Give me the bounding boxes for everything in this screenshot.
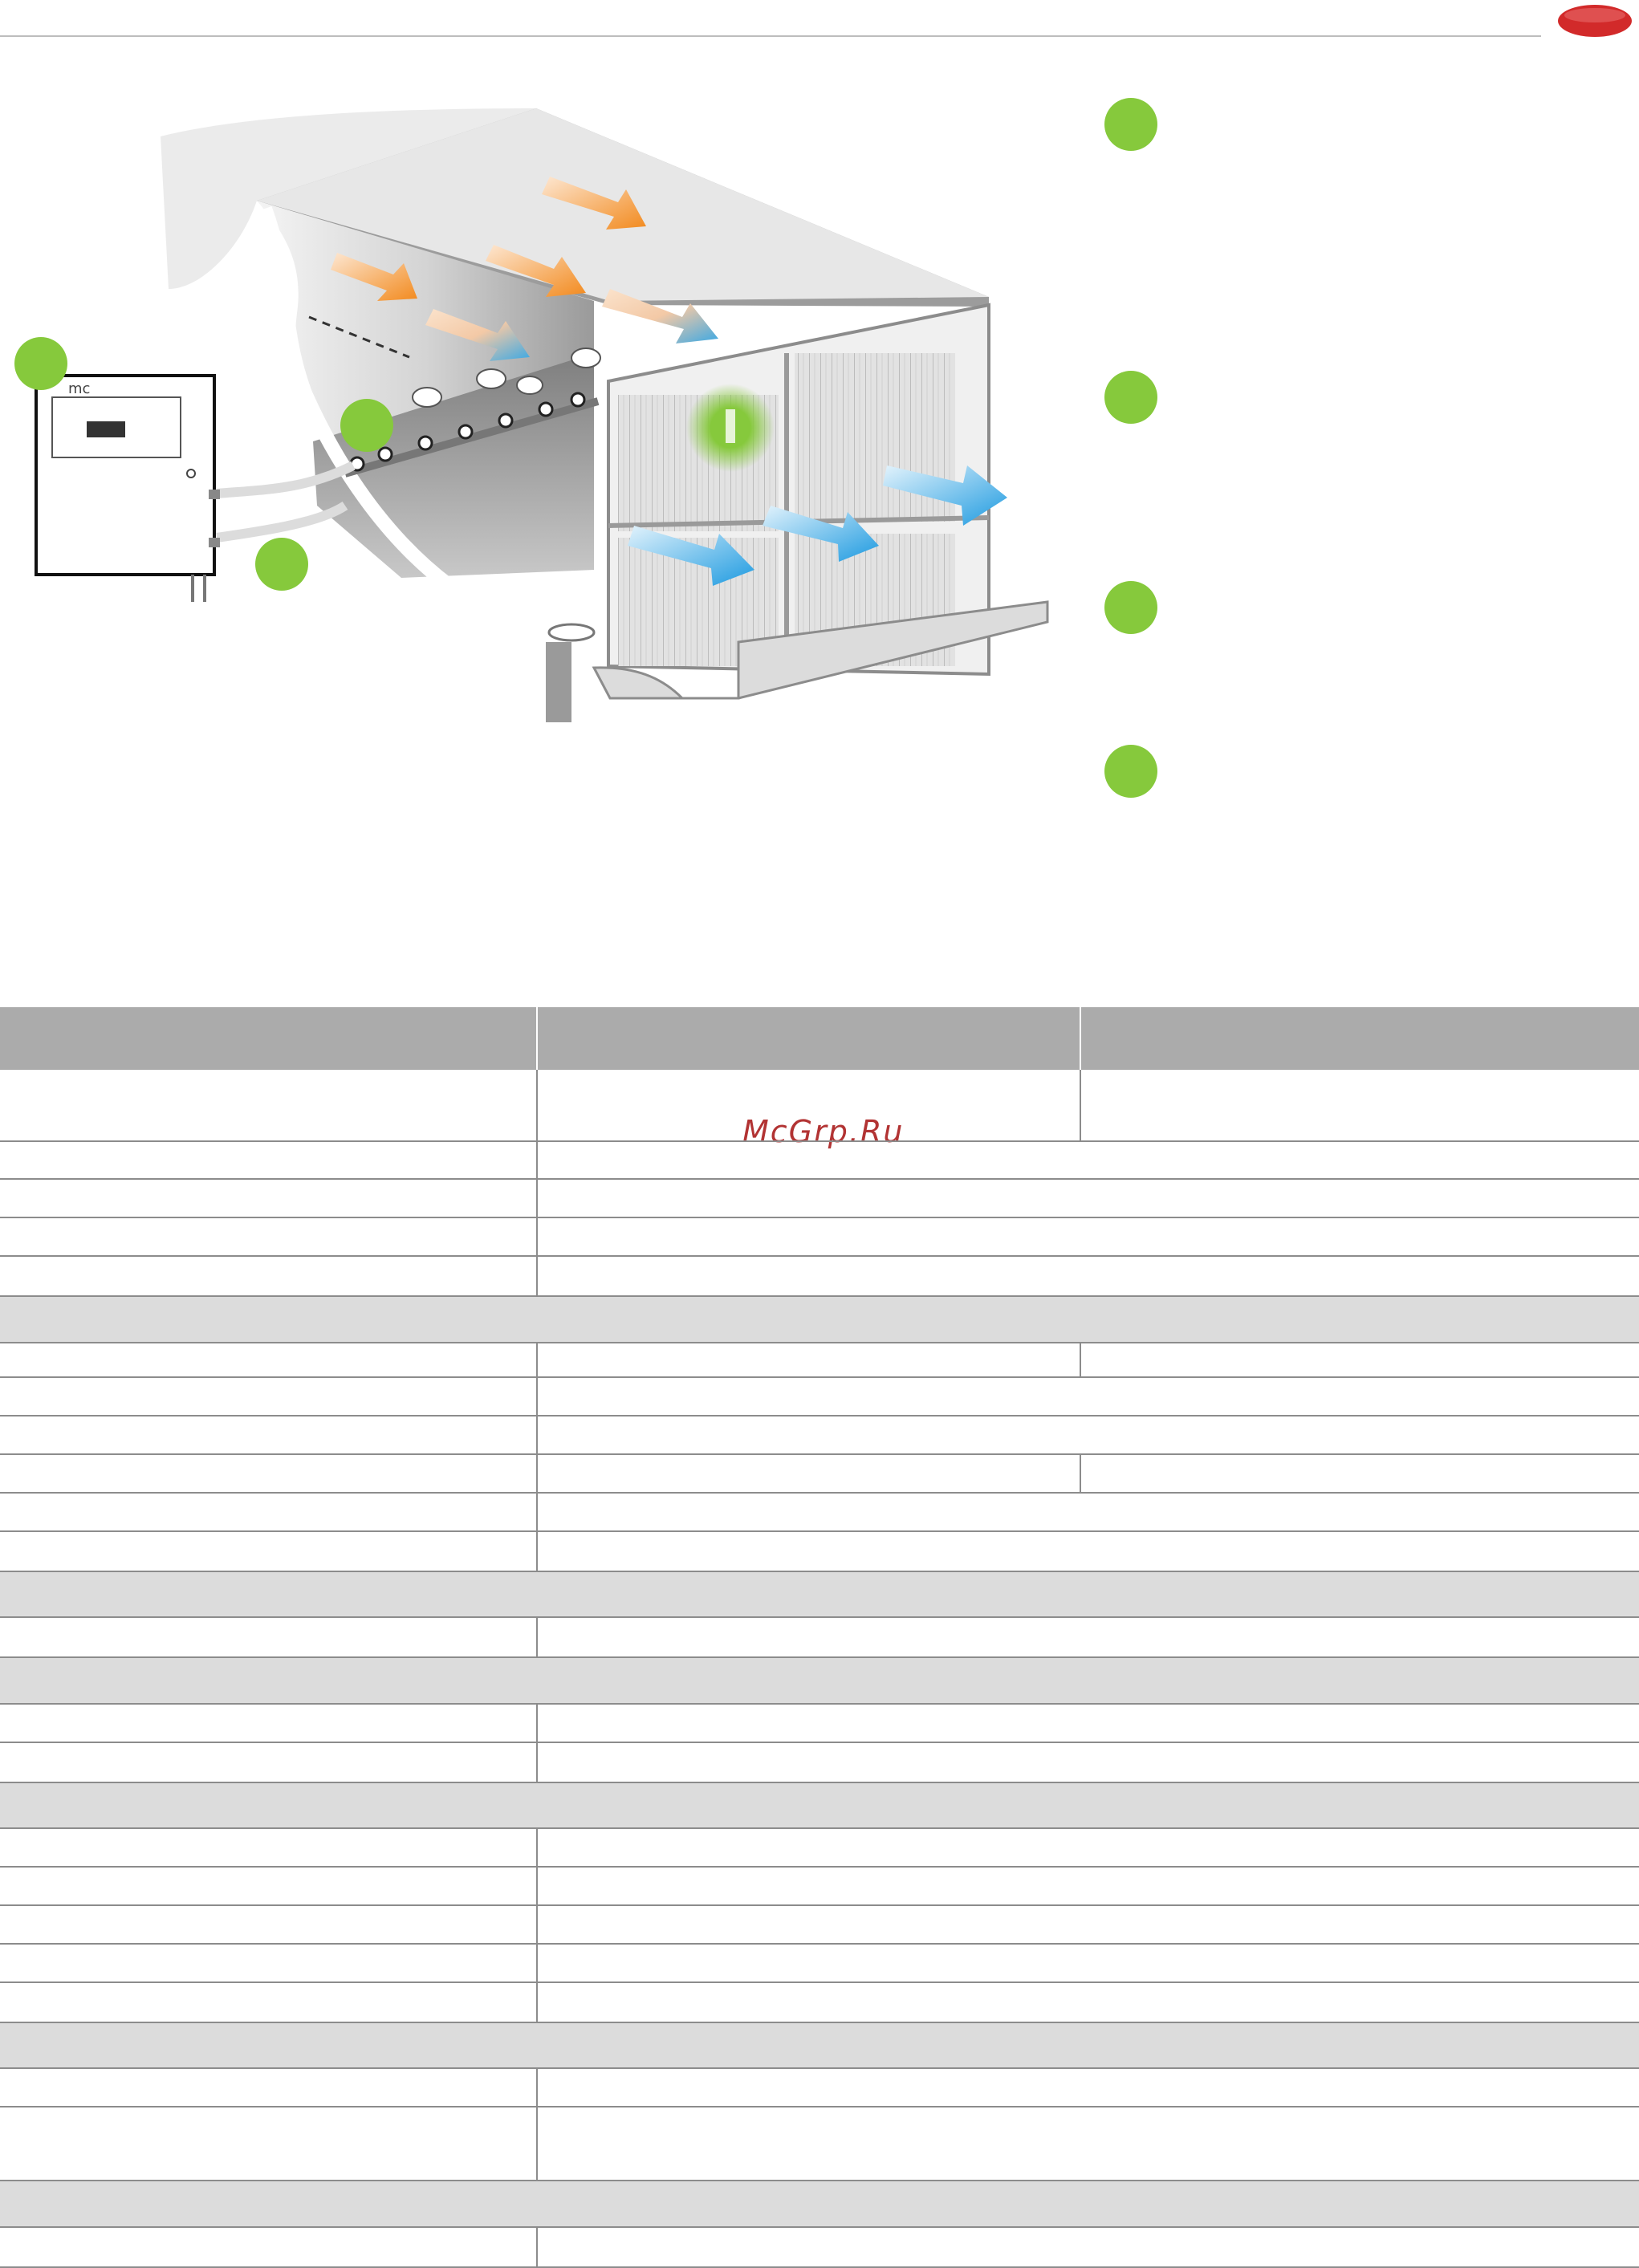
table-row (0, 1868, 1639, 1906)
table-section-row (0, 1658, 1639, 1705)
watermark-text: McGrp.Ru (742, 1114, 905, 1149)
table-row (0, 1070, 1639, 1142)
table-row (0, 1945, 1639, 1983)
callout-legend-2 (1104, 371, 1157, 424)
table-row (0, 1829, 1639, 1868)
column-divider (536, 1945, 538, 1981)
column-divider (536, 1494, 538, 1530)
table-row (0, 1494, 1639, 1532)
table-row (0, 1218, 1639, 1257)
column-divider (536, 2069, 538, 2106)
table-row (0, 1455, 1639, 1494)
callout-nozzles (340, 399, 393, 452)
table-section-row (0, 1783, 1639, 1829)
column-divider (536, 1705, 538, 1742)
callout-legend-3 (1104, 581, 1157, 634)
table-header-row (0, 1007, 1639, 1070)
column-divider (1080, 1070, 1081, 1140)
table-section-row (0, 1572, 1639, 1618)
table-row (0, 1180, 1639, 1218)
humidifier-illustration (0, 88, 1059, 746)
column-divider (536, 1743, 538, 1782)
table-row (0, 1743, 1639, 1783)
table-row (0, 1343, 1639, 1378)
column-divider (536, 1868, 538, 1904)
table-row (0, 1532, 1639, 1572)
table-row (0, 2069, 1639, 2107)
callout-legend-4 (1104, 745, 1157, 798)
specification-table (0, 1007, 1639, 2268)
table-row (0, 1618, 1639, 1658)
table-row (0, 1705, 1639, 1743)
column-divider (536, 1618, 538, 1656)
table-row (0, 1142, 1639, 1180)
column-divider (536, 1532, 538, 1571)
column-divider (536, 1070, 538, 1140)
column-divider (536, 1180, 538, 1217)
column-divider (536, 1007, 538, 1070)
column-divider (536, 1378, 538, 1415)
column-divider (536, 1218, 538, 1255)
table-row (0, 2107, 1639, 2181)
table-row (0, 1983, 1639, 2023)
column-divider (536, 2228, 538, 2266)
column-divider (1080, 1455, 1081, 1494)
table-section-row (0, 2181, 1639, 2228)
column-divider (536, 2107, 538, 2180)
brand-logo (1556, 2, 1634, 39)
table-row (0, 1906, 1639, 1945)
controller-brand-label: mc (68, 380, 91, 397)
callout-controller (14, 337, 67, 390)
table-row (0, 2228, 1639, 2268)
column-divider (1080, 1007, 1081, 1070)
column-divider (536, 1142, 538, 1178)
table-row (0, 1416, 1639, 1455)
column-divider (536, 1829, 538, 1866)
column-divider (536, 1455, 538, 1492)
callout-hoses (255, 538, 308, 591)
callout-legend-1 (1104, 98, 1157, 151)
column-divider (1080, 1343, 1081, 1378)
table-row (0, 1257, 1639, 1297)
column-divider (536, 1906, 538, 1943)
column-divider (536, 1257, 538, 1295)
column-divider (536, 1983, 538, 2022)
column-divider (536, 1416, 538, 1453)
table-row (0, 1378, 1639, 1416)
table-section-row (0, 2023, 1639, 2069)
top-rule (0, 35, 1541, 37)
table-section-row (0, 1297, 1639, 1343)
column-divider (536, 1343, 538, 1376)
